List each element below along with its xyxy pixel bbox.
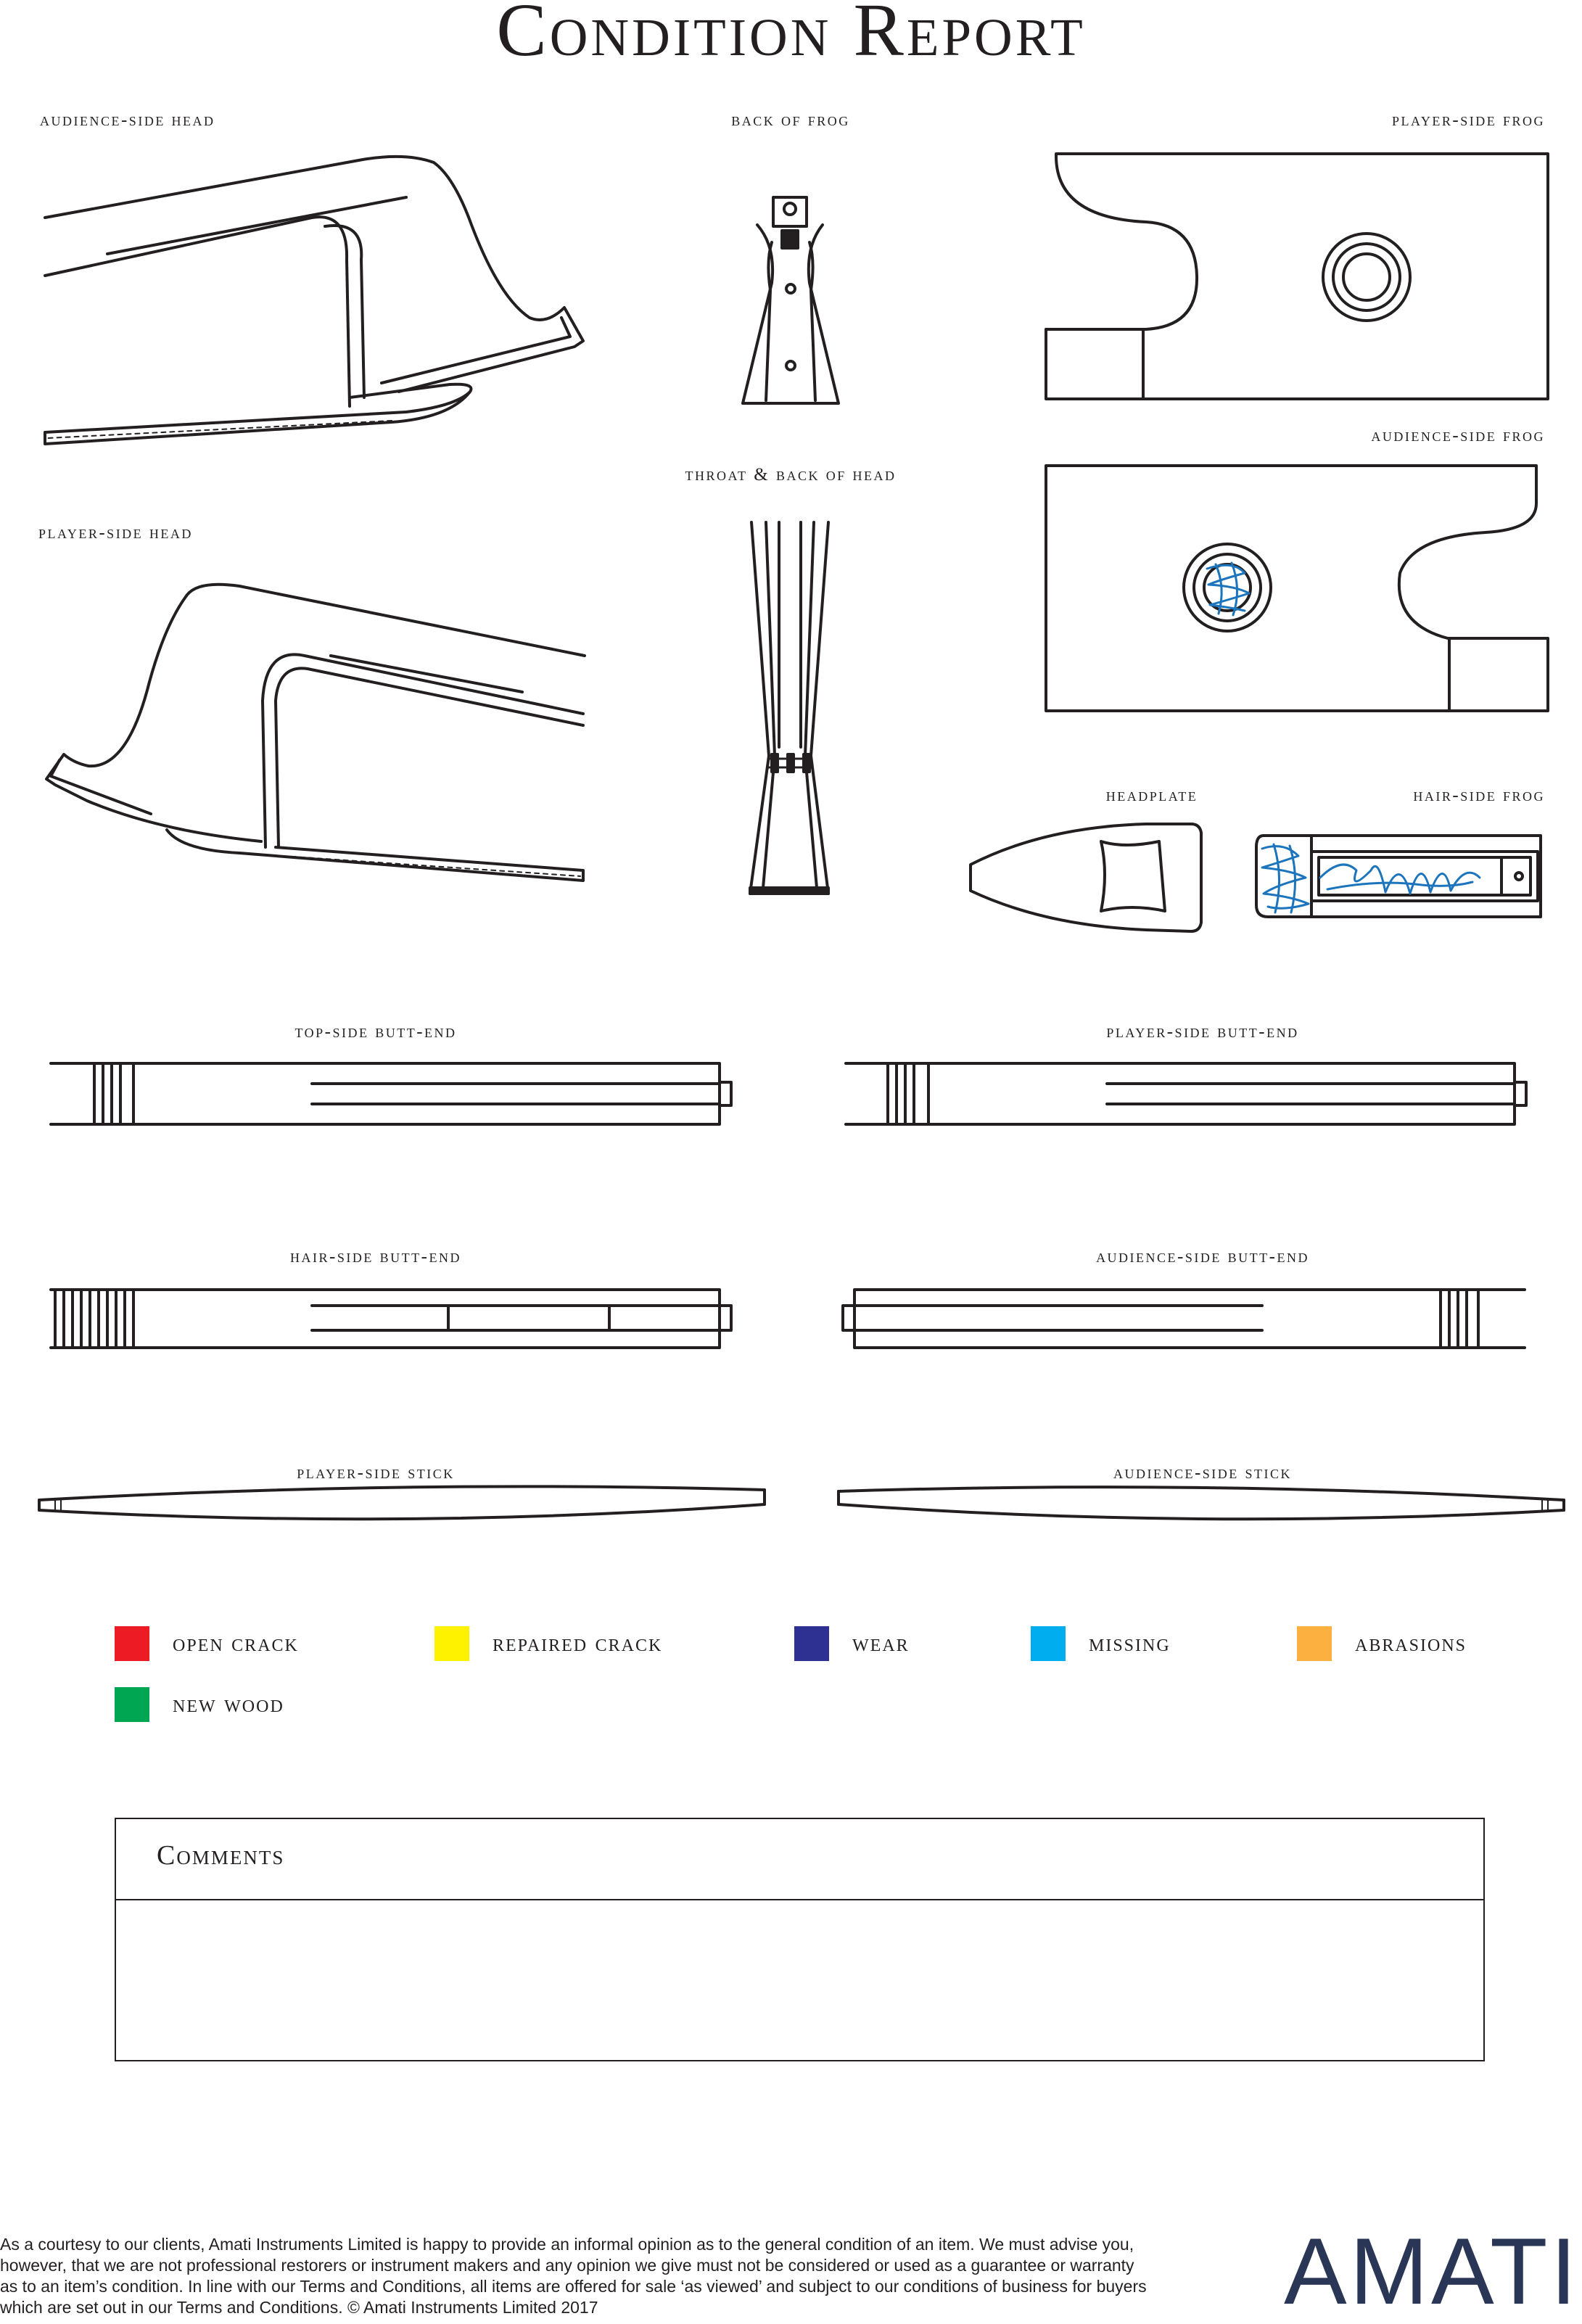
page-title: Condition Report	[496, 0, 1086, 72]
label-audience-side-butt-end: audience-side butt-end	[1096, 1247, 1309, 1266]
hair-side-frog-drawing[interactable]	[1256, 836, 1541, 917]
audience-side-stick-drawing[interactable]	[839, 1487, 1564, 1519]
headplate-drawing[interactable]	[971, 824, 1201, 931]
throat-drawing[interactable]	[750, 522, 828, 894]
label-player-side-stick: player-side stick	[297, 1463, 455, 1483]
hair-side-butt-end-drawing[interactable]	[51, 1290, 731, 1348]
label-throat-back-of-head: throat & back of head	[685, 465, 897, 485]
comments-title: Comments	[157, 1840, 285, 1871]
label-hair-side-frog: hair-side frog	[1413, 786, 1545, 805]
comments-header	[116, 1819, 1483, 1900]
player-side-butt-end-drawing[interactable]	[846, 1063, 1526, 1124]
label-hair-side-butt-end: hair-side butt-end	[290, 1247, 461, 1266]
label-audience-side-frog: audience-side frog	[1371, 426, 1545, 445]
legend-label: abrasions	[1355, 1630, 1467, 1657]
legend-label: repaired crack	[493, 1630, 663, 1657]
disclaimer-text: As a courtesy to our clients, Amati Instruments Limited is happy to provide an informal opinion as to the general condition of an item. We must advise you, however, that we are not professional restorers or instrument makers and any opinion we give must not be considered or used as a guarantee or warranty as to an item’s condition. In line with our Terms and Conditions, all items are offered for sale ‘as viewed’ and subject to our conditions of business for buyers which are set out in our Terms and Conditions. © Amati Instruments Limited 2017	[0, 2235, 1147, 2317]
legend-label: open crack	[173, 1630, 299, 1657]
legend-label: missing	[1089, 1630, 1171, 1657]
audience-side-head-drawing[interactable]	[45, 157, 583, 444]
player-side-stick-drawing[interactable]	[39, 1486, 765, 1519]
label-back-of-frog: back of frog	[731, 110, 850, 130]
label-audience-side-stick: audience-side stick	[1113, 1463, 1293, 1483]
label-audience-side-head: audience-side head	[40, 110, 215, 130]
player-side-head-drawing[interactable]	[46, 585, 585, 881]
legend-swatch	[1297, 1626, 1332, 1661]
legend-swatch	[115, 1687, 149, 1722]
back-of-frog-drawing[interactable]	[743, 197, 839, 403]
brand-logo: AMATI	[1284, 2218, 1580, 2324]
label-player-side-frog: player-side frog	[1392, 110, 1545, 130]
legend-label: wear	[852, 1630, 910, 1657]
audience-side-butt-end-drawing[interactable]	[843, 1290, 1525, 1348]
legend-swatch	[1031, 1626, 1066, 1661]
comments-field[interactable]	[116, 1900, 1483, 2061]
audience-side-frog-drawing[interactable]	[1046, 466, 1548, 711]
top-side-butt-end-drawing[interactable]	[51, 1063, 731, 1124]
player-side-frog-drawing[interactable]	[1046, 154, 1548, 399]
legend-swatch	[115, 1626, 149, 1661]
label-top-side-butt-end: top-side butt-end	[294, 1022, 457, 1042]
legend-label: new wood	[173, 1691, 284, 1718]
label-headplate: headplate	[1105, 786, 1198, 805]
legend-swatch	[794, 1626, 829, 1661]
label-player-side-butt-end: player-side butt-end	[1106, 1022, 1299, 1042]
legend-swatch	[434, 1626, 469, 1661]
comments-box	[115, 1818, 1485, 2061]
label-player-side-head: player-side head	[38, 523, 193, 543]
